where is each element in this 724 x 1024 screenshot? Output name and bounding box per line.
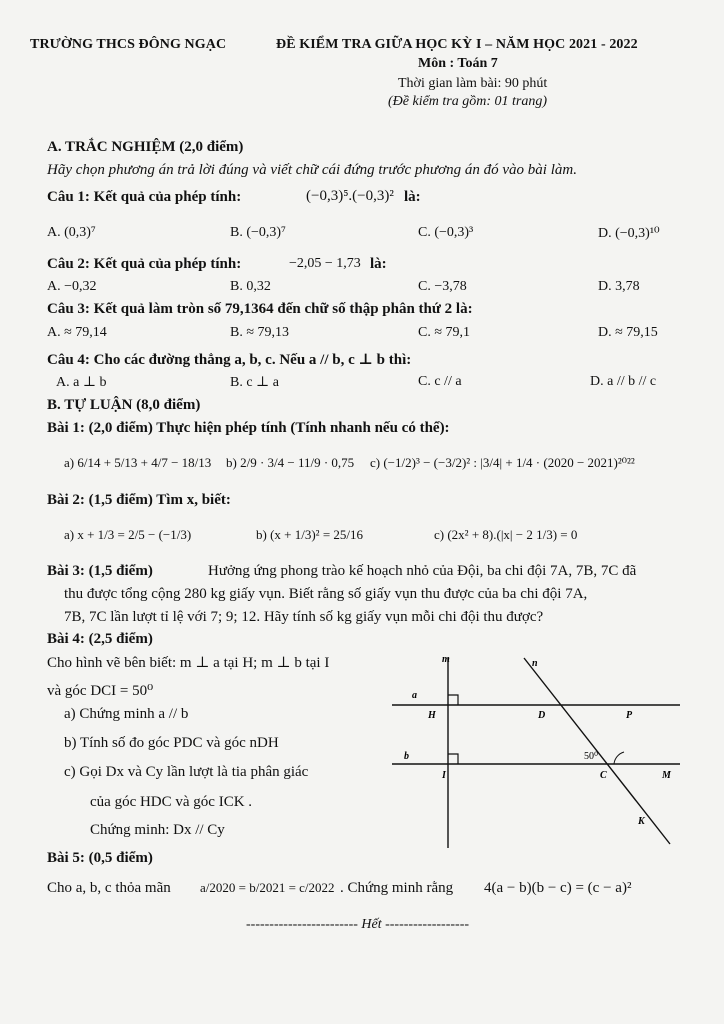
q2-expression: −2,05 − 1,73 [289,256,361,271]
school-name: TRƯỜNG THCS ĐÔNG NGẠC [30,37,227,52]
bai2-part-a: a) x + 1/3 = 2/5 − (−1/3) [64,527,192,542]
right-angle-mark-i [448,754,458,764]
q3-option-d: D. ≈ 79,15 [598,325,658,340]
bai2-part-b: b) (x + 1/3)² = 25/16 [256,527,364,542]
bai1-title: Bài 1: (2,0 điểm) Thực hiện phép tính (Tính nhanh nếu có thể): [47,420,450,436]
bai2-part-c: c) (2x² + 8).(|x| − 2 1/3) = 0 [434,527,578,542]
q1-expression: (−0,3)⁵.(−0,3)² [306,188,394,204]
bai3-line1: Hưởng ứng phong trào kế hoạch nhỏ của Đội, ba chi đội 7A, 7B, 7C đã [208,563,637,579]
bai5-prove: 4(a − b)(b − c) = (c − a)² [484,880,632,896]
q3-option-b: B. ≈ 79,13 [230,325,290,340]
label-m-point: M [662,770,671,781]
label-c: C [600,770,607,781]
end-marker: ------------------------ Hết ------------------ [246,917,470,932]
q4-option-d: D. a // b // c [590,374,657,389]
bai4-part-a: a) Chứng minh a // b [64,706,189,722]
part-a-title: A. TRẮC NGHIỆM (2,0 điểm) [47,139,244,155]
label-m: m [442,654,450,665]
label-b: b [404,751,409,762]
bai2-title: Bài 2: (1,5 điểm) Tìm x, biết: [47,492,231,508]
q1-tail: là: [404,189,421,205]
q3-option-a: A. ≈ 79,14 [47,325,107,340]
bai1-part-a: a) 6/14 + 5/13 + 4/7 − 18/13 [64,455,212,470]
q4-option-c: C. c // a [418,374,462,389]
bai3-title: Bài 3: (1,5 điểm) [47,563,153,579]
bai4-part-c-line2: của góc HDC và góc ICK . [90,794,253,810]
bai4-title: Bài 4: (2,5 điểm) [47,631,153,647]
bai5-text-2: . Chứng minh rằng [340,880,454,896]
bai3-line2: thu được tổng cộng 280 kg giấy vụn. Biết rằng số giấy vụn thu được của ba chi đội 7A, [64,586,588,602]
bai5-given: a/2020 = b/2021 = c/2022 [200,880,335,895]
q3-option-c: C. ≈ 79,1 [418,325,471,340]
label-angle: 50⁰ [584,751,599,762]
subject: Môn : Toán 7 [418,56,498,71]
angle-arc-c [614,752,624,764]
label-k: K [638,816,645,827]
geometry-figure [388,648,688,858]
label-i: I [442,770,446,781]
bai4-part-c-line1: c) Gọi Dx và Cy lần lượt là tia phân giác [64,764,309,780]
bai4-given-2: và góc DCI = 50⁰ [47,683,154,699]
q4-option-b: B. c ⊥ a [230,375,279,390]
q1-option-d: D. (−0,3)¹⁰ [598,226,660,241]
q2-option-b: B. 0,32 [230,279,271,294]
bai4-part-b: b) Tính số đo góc PDC và góc nDH [64,735,279,751]
q3-stem: Câu 3: Kết quả làm tròn số 79,1364 đến chữ số thập phân thứ 2 là: [47,301,473,317]
exam-title: ĐỀ KIỂM TRA GIỮA HỌC KỲ I – NĂM HỌC 2021 - 2022 [276,37,638,52]
right-angle-mark-h [448,695,458,705]
bai5-title: Bài 5: (0,5 điểm) [47,850,153,866]
bai5-text-1: Cho a, b, c thỏa mãn [47,880,171,896]
q1-option-a: A. (0,3)⁷ [47,225,96,240]
q4-stem: Câu 4: Cho các đường thẳng a, b, c. Nếu a // b, c ⊥ b thì: [47,352,412,368]
q2-tail: là: [370,256,387,272]
q1-option-b: B. (−0,3)⁷ [230,225,286,240]
part-a-instruction: Hãy chọn phương án trả lời đúng và viết chữ cái đứng trước phương án đó vào bài làm. [47,162,577,178]
label-d: D [538,710,546,721]
exam-time: Thời gian làm bài: 90 phút [398,76,548,91]
q2-option-d: D. 3,78 [598,279,640,294]
label-p: P [626,710,633,721]
q2-option-a: A. −0,32 [47,279,97,294]
label-h: H [428,710,436,721]
label-n: n [532,658,538,669]
label-a: a [412,690,417,701]
part-b-title: B. TỰ LUẬN (8,0 điểm) [47,397,201,413]
bai1-part-b: b) 2/9 · 3/4 − 11/9 · 0,75 [226,455,355,470]
q2-stem: Câu 2: Kết quả của phép tính: [47,256,242,272]
bai3-line3: 7B, 7C lần lượt tỉ lệ với 7; 9; 12. Hãy tính số kg giấy vụn mỗi chi đội thu được? [64,609,544,625]
bai1-part-c: c) (−1/2)³ − (−3/2)² : |3/4| + 1/4 · (2020 − 2021)²⁰²² [370,455,635,470]
pages-note: (Đề kiểm tra gồm: 01 trang) [388,94,548,109]
bai4-given-1: Cho hình vẽ bên biết: m ⊥ a tại H; m ⊥ b tại I [47,655,330,671]
q1-option-c: C. (−0,3)³ [418,225,474,240]
q2-option-c: C. −3,78 [418,279,467,294]
q1-stem: Câu 1: Kết quả của phép tính: [47,189,242,205]
bai4-part-c-line3: Chứng minh: Dx // Cy [90,822,225,838]
q4-option-a: A. a ⊥ b [56,375,107,390]
